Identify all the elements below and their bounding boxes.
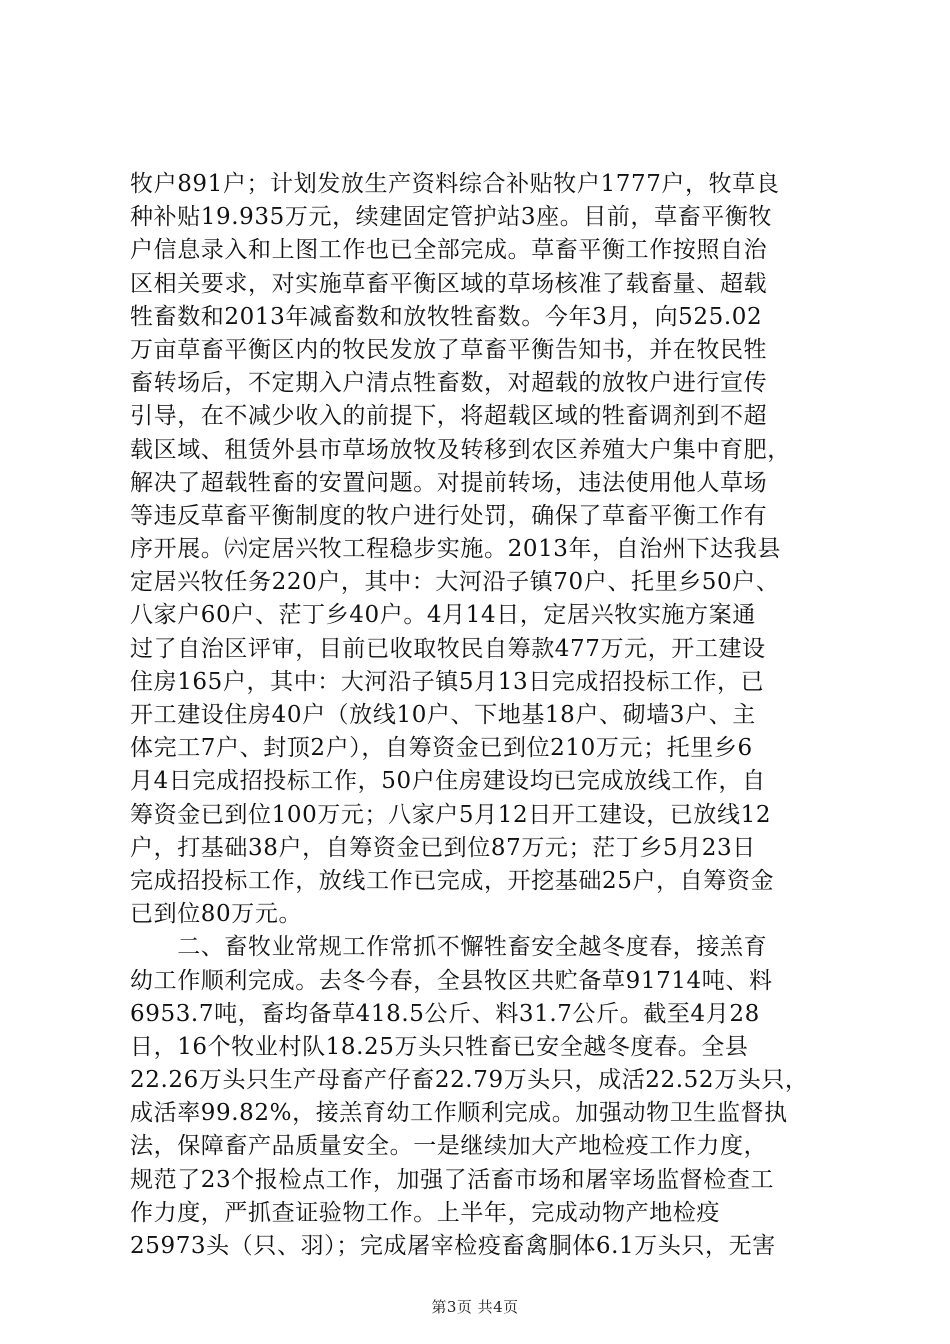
text-line: 区相关要求，对实施草畜平衡区域的草场核准了载畜量、超载 [130, 270, 768, 297]
text-line: 规范了23个报检点工作，加强了活畜市场和屠宰场监督检查工 [130, 1166, 775, 1193]
text-line: 过了自治区评审，目前已收取牧民自筹款477万元，开工建设 [130, 635, 766, 662]
text-line: 序开展。㈥定居兴牧工程稳步实施。2013年，自治州下达我县 [130, 536, 781, 563]
text-line: 6953.7吨，畜均备草418.5公斤、料31.7公斤。截至4月28 [130, 1000, 760, 1027]
text-line: 户，打基础38户，自筹资金已到位87万元；茫丁乡5月23日 [130, 834, 756, 861]
text-line: 25973头（只、羽）；完成屠宰检疫畜禽胴体6.1万头只，无害 [130, 1233, 776, 1259]
text-line: 成活率99.82%，接羔育幼工作顺利完成。加强动物卫生监督执 [130, 1100, 788, 1127]
text-line: 万亩草畜平衡区内的牧民发放了草畜平衡告知书，并在牧民牲 [130, 336, 768, 363]
text-line: 体完工7户、封顶2户），自筹资金已到位210万元；托里乡6 [130, 735, 753, 762]
text-line: 幼工作顺利完成。去冬今春，全县牧区共贮备草91714吨、料 [130, 967, 773, 994]
text-line: 22.26万头只生产母畜产仔畜22.79万头只，成活22.52万头只， [130, 1067, 809, 1094]
text-line: 二、畜牧业常规工作常抓不懈牲畜安全越冬度春，接羔育 [130, 934, 768, 961]
text-line: 法，保障畜产品质量安全。一是继续加大产地检疫工作力度， [130, 1133, 768, 1160]
text-line: 引导，在不减少收入的前提下，将超载区域的牲畜调剂到不超 [130, 403, 768, 430]
text-line: 等违反草畜平衡制度的牧户进行处罚，确保了草畜平衡工作有 [130, 502, 768, 529]
text-line: 筹资金已到位100万元；八家户5月12日开工建设，已放线12 [130, 801, 772, 828]
text-line: 日，16个牧业村队18.25万头只牲畜已安全越冬度春。全县 [130, 1033, 749, 1060]
text-line: 定居兴牧任务220户，其中：大河沿子镇70户、托里乡50户、 [130, 569, 780, 596]
text-line: 种补贴19.935万元，续建固定管护站3座。目前，草畜平衡牧 [130, 204, 773, 231]
text-line: 已到位80万元。 [130, 901, 303, 928]
text-line: 完成招投标工作，放线工作已完成，开挖基础25户，自筹资金 [130, 867, 775, 894]
text-line: 畜转场后，不定期入户清点牲畜数，对超载的放牧户进行宣传 [130, 370, 768, 397]
text-line: 月4日完成招投标工作，50户住房建设均已完成放线工作，自 [130, 768, 766, 795]
text-line: 住房165户，其中：大河沿子镇5月13日完成招投标工作，已 [130, 668, 765, 695]
text-line: 牲畜数和2013年减畜数和放牧牲畜数。今年3月，向525.02 [130, 303, 763, 330]
text-line: 八家户60户、茫丁乡40户。4月14日，定居兴牧实施方案通 [130, 602, 756, 629]
text-line: 作力度，严抓查证验物工作。上半年，完成动物产地检疫 [130, 1199, 720, 1226]
page-footer: 第3页 共4页 [431, 1298, 519, 1316]
body-text [130, 168, 830, 1263]
text-line: 载区域、租赁外县市草场放牧及转移到农区养殖大户集中育肥， [130, 436, 791, 463]
text-line: 开工建设住房40户（放线10户、下地基18户、砌墙3户、主 [130, 702, 756, 728]
text-line: 解决了超载牲畜的安置问题。对提前转场，违法使用他人草场 [130, 469, 768, 496]
text-line: 户信息录入和上图工作也已全部完成。草畜平衡工作按照自治 [130, 237, 768, 264]
text-line: 牧户891户；计划发放生产资料综合补贴牧户1777户，牧草良 [130, 171, 780, 197]
